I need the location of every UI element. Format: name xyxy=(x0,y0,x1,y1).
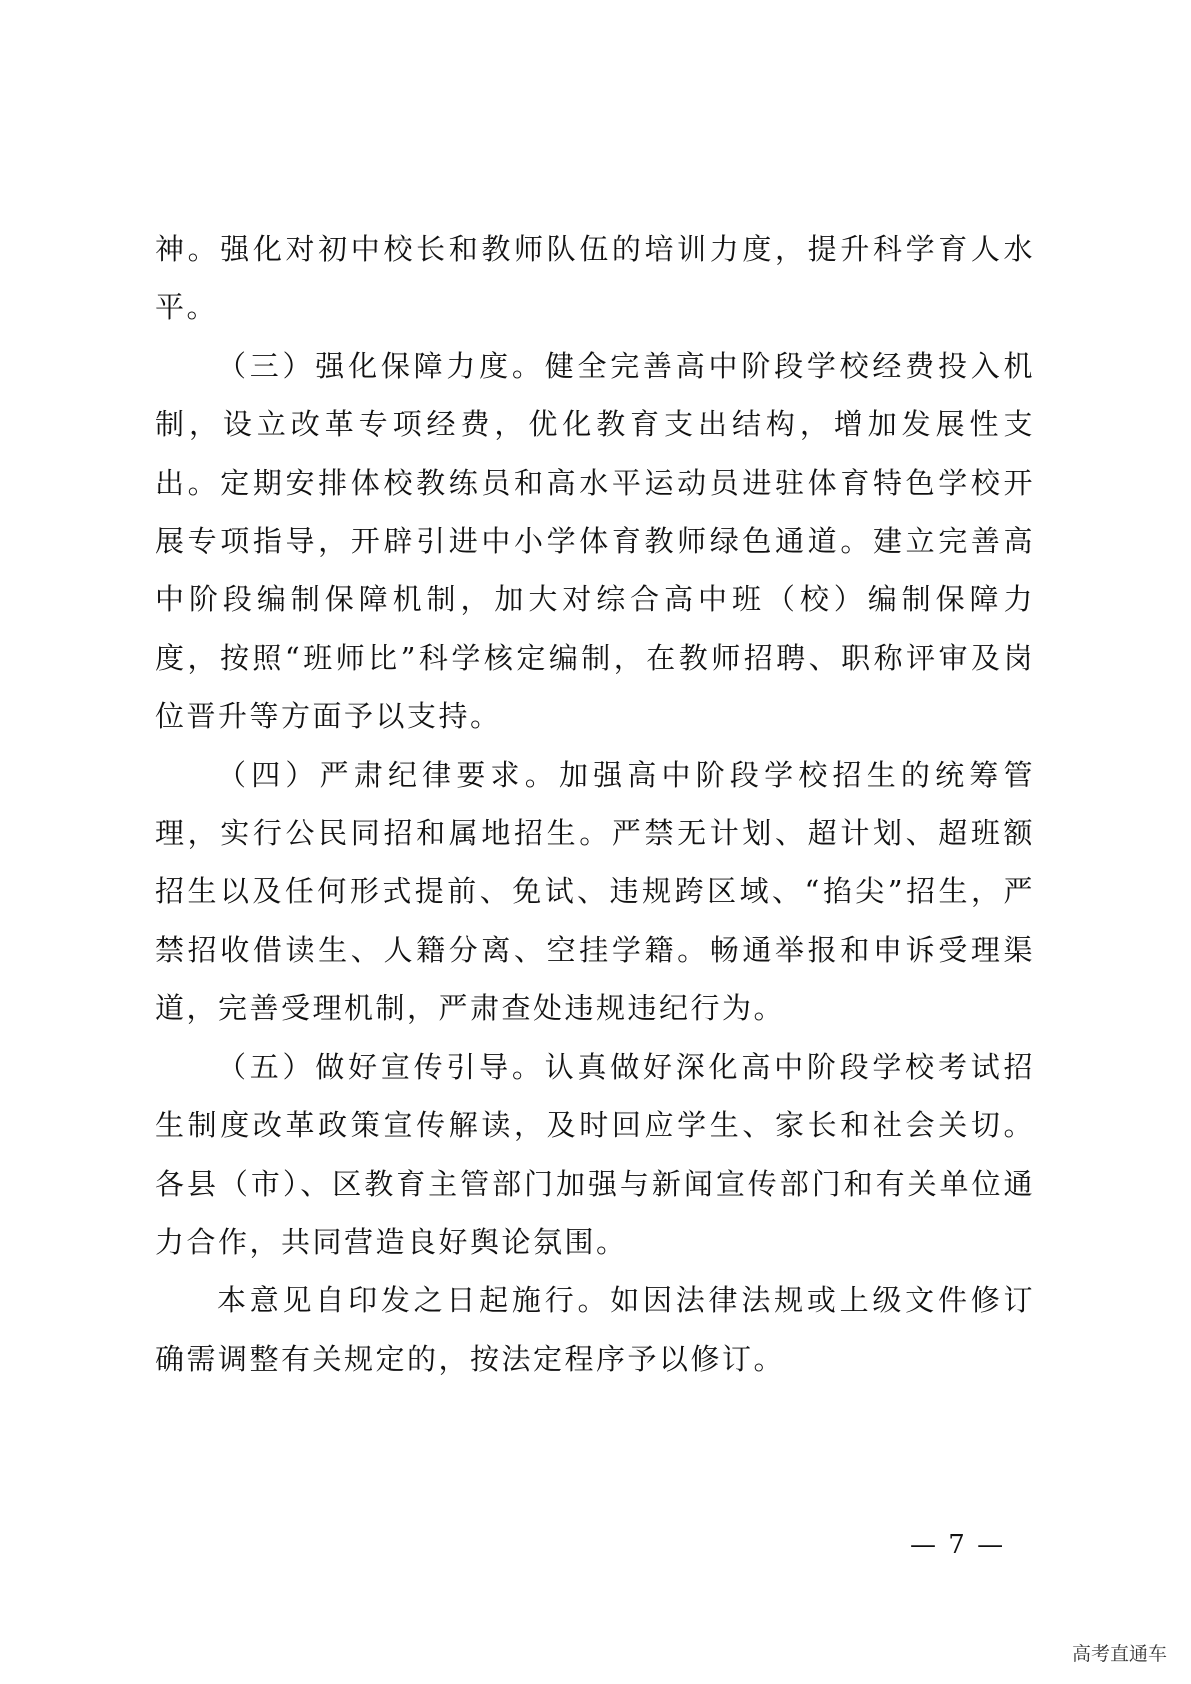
paragraph-text: 健全完善高中阶段学校经费投入机制，设立改革专项经费，优化教育支出结构，增加发展性支出。定期安排体校教练员和高水平运动员进驻体育特色学校开展专项指导，开辟引进中小学体育教师绿色通道。建立完善高中阶段编制保障机制，加大对综合高中班（校）编制保障力度，按照“班师比”科学核定编制，在教师招聘、职称评审及岗位晋升等方面予以支持。 xyxy=(155,348,1035,734)
section-heading: （五）做好宣传引导。 xyxy=(217,1049,545,1084)
paragraph-section-4 xyxy=(155,746,1035,1038)
section-heading: （三）强化保障力度。 xyxy=(217,348,545,383)
paragraph-continuation xyxy=(155,220,1035,337)
paragraph-text: 神。强化对初中校长和教师队伍的培训力度，提升科学育人水平。 xyxy=(155,232,1035,325)
section-heading: （四）严肃纪律要求。 xyxy=(217,757,559,792)
paragraph-text: 加强高中阶段学校招生的统筹管理，实行公民同招和属地招生。严禁无计划、超计划、超班额招生以及任何形式提前、免试、违规跨区域、“掐尖”招生，严禁招收借读生、人籍分离、空挂学籍。畅通举报和申诉受理渠道，完善受理机制，严肃查处违规违纪行为。 xyxy=(155,757,1035,1026)
paragraph-text: 本意见自印发之日起施行。如因法律法规或上级文件修订确需调整有关规定的，按法定程序予以修订。 xyxy=(155,1283,1035,1376)
paragraph-section-5 xyxy=(155,1038,1035,1272)
paragraph-section-3 xyxy=(155,337,1035,746)
page-number: — 7 — xyxy=(910,1530,1006,1560)
paragraph-effective-date xyxy=(155,1271,1035,1388)
watermark-text: 高考直通车 xyxy=(1071,1643,1167,1665)
document-body xyxy=(155,220,1035,1388)
paragraph-text: 认真做好深化高中阶段学校考试招生制度改革政策宣传解读，及时回应学生、家长和社会关切。各县（市）、区教育主管部门加强与新闻宣传部门和有关单位通力合作，共同营造良好舆论氛围。 xyxy=(155,1049,1035,1259)
